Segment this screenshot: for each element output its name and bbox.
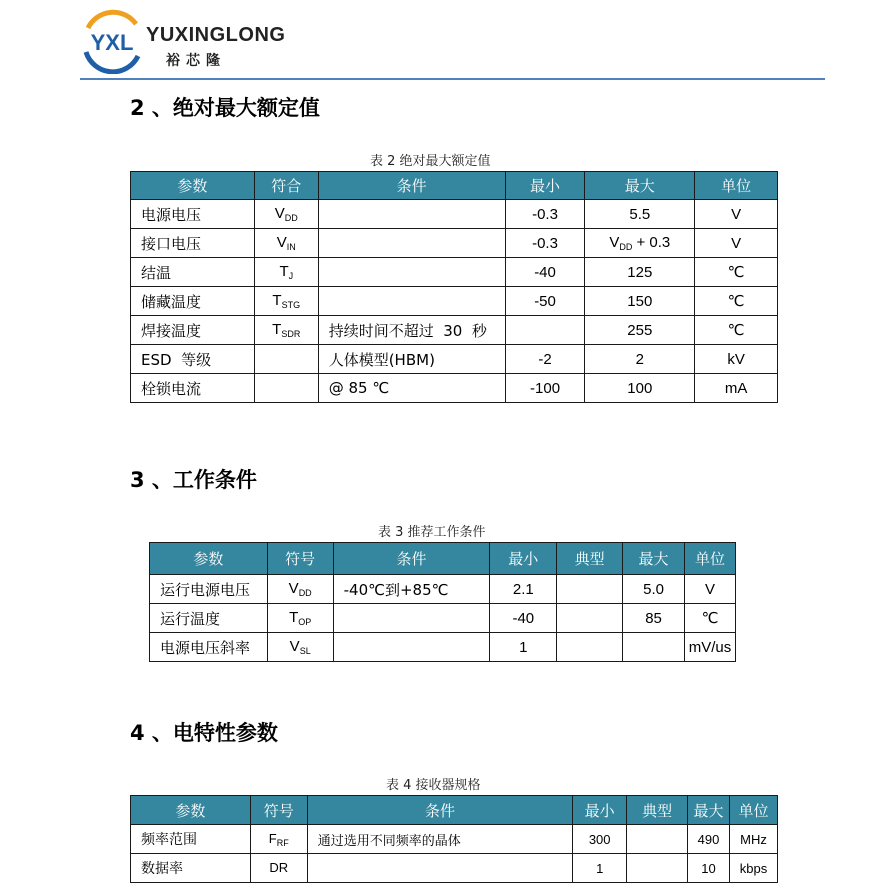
condition-cell — [307, 854, 573, 883]
min-cell: 2.1 — [490, 575, 557, 604]
condition-cell: 持续时间不超过 30 秒 — [318, 316, 505, 345]
condition-cell — [318, 229, 505, 258]
min-cell: -2 — [505, 345, 585, 374]
param-cell: 电源电压 — [131, 200, 255, 229]
typ-cell — [627, 825, 688, 854]
param-cell: 结温 — [131, 258, 255, 287]
column-header: 参数 — [131, 796, 251, 825]
table-row — [131, 200, 778, 229]
unit-cell: mV/us — [684, 633, 735, 662]
param-cell: 储藏温度 — [131, 287, 255, 316]
symbol-cell — [254, 345, 318, 374]
typ-cell — [557, 575, 623, 604]
min-cell: 1 — [573, 854, 627, 883]
column-header: 单位 — [730, 796, 778, 825]
symbol-cell: $T_J$ — [254, 258, 318, 287]
condition-cell — [318, 287, 505, 316]
max-cell: 10 — [688, 854, 730, 883]
column-header: 最小 — [490, 543, 557, 575]
param-cell: 焊接温度 — [131, 316, 255, 345]
symbol-cell: $T_{SDR}$ — [254, 316, 318, 345]
unit-cell: V — [684, 575, 735, 604]
column-header: 条件 — [333, 543, 490, 575]
column-header: 最大 — [688, 796, 730, 825]
table-row — [131, 229, 778, 258]
header-divider — [80, 78, 825, 80]
param-cell: 运行电源电压 — [150, 575, 268, 604]
operating-conditions-table — [149, 542, 736, 662]
table-row — [131, 316, 778, 345]
column-header: 最小 — [505, 172, 585, 200]
symbol-cell: DR — [250, 854, 307, 883]
condition-cell — [318, 258, 505, 287]
column-header: 最小 — [573, 796, 627, 825]
column-header: 最大 — [585, 172, 695, 200]
param-cell: 栓锁电流 — [131, 374, 255, 403]
table-row — [150, 604, 736, 633]
table-header-row — [150, 543, 736, 575]
table-header-row — [131, 172, 778, 200]
brand-name-english: YUXINGLONG — [146, 24, 286, 46]
symbol-cell: $T_{STG}$ — [254, 287, 318, 316]
max-cell: 85 — [623, 604, 685, 633]
symbol-cell: $T_{OP}$ — [267, 604, 333, 633]
symbol-cell: $F_{RF}$ — [250, 825, 307, 854]
table-row — [150, 575, 736, 604]
table-row — [131, 287, 778, 316]
symbol-cell — [254, 374, 318, 403]
min-cell: -40 — [505, 258, 585, 287]
symbol-cell: $V_{IN}$ — [254, 229, 318, 258]
condition-cell: 人体模型(HBM) — [318, 345, 505, 374]
svg-text:YXL: YXL — [90, 30, 134, 55]
section-2-heading: 2 、绝对最大额定值 — [130, 96, 320, 120]
column-header: 符号 — [250, 796, 307, 825]
column-header: 符合 — [254, 172, 318, 200]
page-header — [80, 8, 825, 82]
symbol-cell: $V_{SL}$ — [267, 633, 333, 662]
unit-cell: V — [695, 229, 778, 258]
column-header: 参数 — [150, 543, 268, 575]
table-row — [131, 258, 778, 287]
column-header: 参数 — [131, 172, 255, 200]
max-cell: 5.5 — [585, 200, 695, 229]
max-cell: $V_{DD} + 0.3$ — [585, 229, 695, 258]
symbol-cell: $V_{DD}$ — [254, 200, 318, 229]
table-row — [131, 374, 778, 403]
table-2-caption: 表 2 绝对最大额定值 — [370, 154, 491, 169]
max-cell: 5.0 — [623, 575, 685, 604]
typ-cell — [557, 604, 623, 633]
condition-cell — [333, 633, 490, 662]
column-header: 条件 — [318, 172, 505, 200]
table-row — [131, 854, 778, 883]
max-cell: 125 — [585, 258, 695, 287]
param-cell: ESD 等级 — [131, 345, 255, 374]
typ-cell — [557, 633, 623, 662]
unit-cell: V — [695, 200, 778, 229]
min-cell: -50 — [505, 287, 585, 316]
min-cell: 1 — [490, 633, 557, 662]
max-cell: 490 — [688, 825, 730, 854]
section-4-heading: 4 、电特性参数 — [130, 721, 278, 745]
unit-cell: ℃ — [695, 287, 778, 316]
column-header: 典型 — [627, 796, 688, 825]
param-cell: 运行温度 — [150, 604, 268, 633]
condition-cell — [333, 604, 490, 633]
unit-cell: ℃ — [684, 604, 735, 633]
table-3-caption: 表 3 推荐工作条件 — [378, 525, 486, 540]
unit-cell: ℃ — [695, 258, 778, 287]
column-header: 单位 — [695, 172, 778, 200]
table-header-row — [131, 796, 778, 825]
unit-cell: ℃ — [695, 316, 778, 345]
unit-cell: mA — [695, 374, 778, 403]
column-header: 典型 — [557, 543, 623, 575]
unit-cell: kbps — [730, 854, 778, 883]
max-cell: 255 — [585, 316, 695, 345]
min-cell: -0.3 — [505, 229, 585, 258]
brand-name-chinese: 裕芯隆 — [166, 53, 226, 69]
condition-cell: -40℃到+85℃ — [333, 575, 490, 604]
param-cell: 数据率 — [131, 854, 251, 883]
min-cell — [505, 316, 585, 345]
column-header: 条件 — [307, 796, 573, 825]
symbol-cell: $V_{DD}$ — [267, 575, 333, 604]
table-row — [131, 825, 778, 854]
column-header: 单位 — [684, 543, 735, 575]
typ-cell — [627, 854, 688, 883]
condition-cell: @ 85 ℃ — [318, 374, 505, 403]
max-cell: 150 — [585, 287, 695, 316]
condition-cell: 通过选用不同频率的晶体 — [307, 825, 573, 854]
unit-cell: MHz — [730, 825, 778, 854]
absolute-max-ratings-table — [130, 171, 778, 403]
unit-cell: kV — [695, 345, 778, 374]
param-cell: 电源电压斜率 — [150, 633, 268, 662]
max-cell — [623, 633, 685, 662]
table-row — [150, 633, 736, 662]
company-logo — [80, 8, 144, 74]
column-header: 最大 — [623, 543, 685, 575]
min-cell: -40 — [490, 604, 557, 633]
table-row — [131, 345, 778, 374]
section-3-heading: 3 、工作条件 — [130, 468, 257, 492]
table-4-caption: 表 4 接收器规格 — [386, 778, 481, 793]
condition-cell — [318, 200, 505, 229]
max-cell: 2 — [585, 345, 695, 374]
max-cell: 100 — [585, 374, 695, 403]
min-cell: -0.3 — [505, 200, 585, 229]
min-cell: 300 — [573, 825, 627, 854]
receiver-spec-table — [130, 795, 778, 883]
param-cell: 接口电压 — [131, 229, 255, 258]
param-cell: 频率范围 — [131, 825, 251, 854]
min-cell: -100 — [505, 374, 585, 403]
column-header: 符号 — [267, 543, 333, 575]
